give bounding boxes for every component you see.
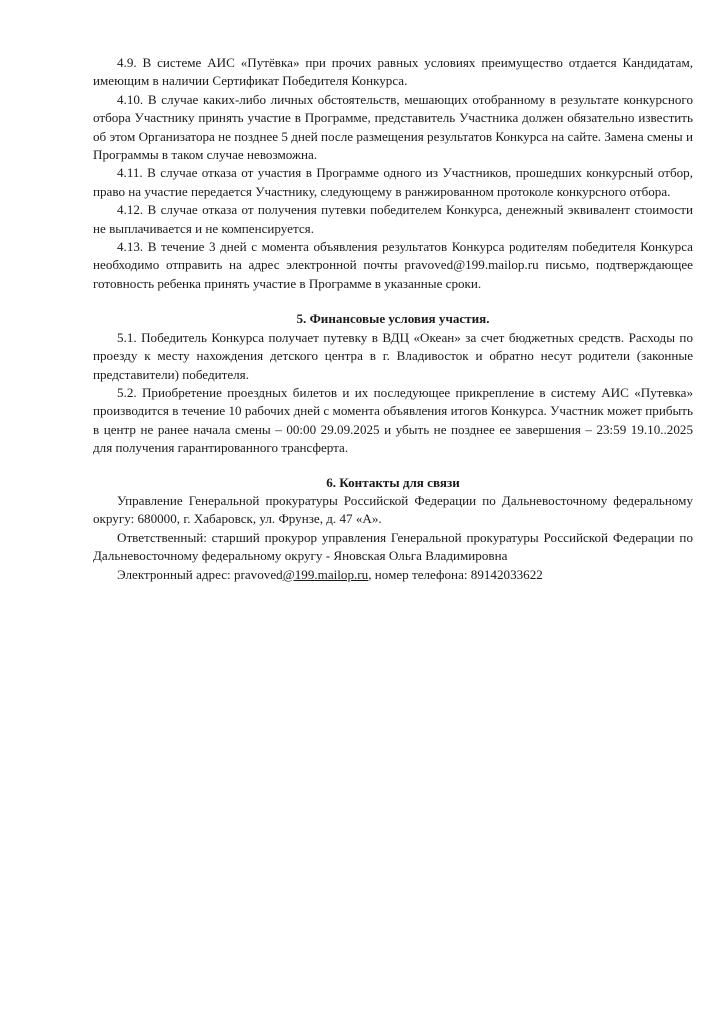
- section-5-heading: 5. Финансовые условия участия.: [296, 311, 490, 327]
- contact-email-link[interactable]: @199.mailop.ru: [282, 566, 369, 582]
- contact-email-line: [93, 566, 693, 584]
- contact-organization: Управление Генеральной прокуратуры Российской Федерации по Дальневосточному федеральному округу: 680000, г. Хабаровск, ул. Фрунзе, д. 47 «А».: [93, 492, 693, 527]
- section-6-heading: 6. Контакты для связи: [326, 474, 460, 490]
- paragraph-5-1: 5.1. Победитель Конкурса получает путевку в ВДЦ «Океан» за счет бюджетных средств. Расходы по проезду к месту нахождения детского центра в г. Владивосток и обратно несут родители (законные представители) победителя.: [93, 329, 693, 382]
- contact-responsible: Ответственный: старший прокурор управления Генеральной прокуратуры Российской Федерации по Дальневосточному федеральному округу - Яновская Ольга Владимировна: [93, 529, 693, 564]
- document-page: [93, 54, 693, 584]
- paragraph-4-13: 4.13. В течение 3 дней с момента объявления результатов Конкурса родителям победителя Конкурса необходимо отправить на адрес электронной почты pravoved@199.mailop.ru письмо, подтверждающее готовность ребенка принять участие в Программе в указанные сроки.: [93, 239, 693, 291]
- paragraph-4-12: 4.12. В случае отказа от получения путевки победителем Конкурса, денежный эквивалент стоимости не выплачивается и не компенсируется.: [93, 202, 693, 236]
- contact-email-prefix: Электронный адрес: pravoved: [117, 566, 283, 582]
- contact-phone: , номер телефона: 89142033622: [368, 566, 543, 582]
- paragraph-4-11: 4.11. В случае отказа от участия в Программе одного из Участников, прошедших конкурсный отбор, право на участие передается Участнику, следующему в ранжированном протоколе конкурсного отбора.: [93, 165, 693, 199]
- paragraph-4-10: 4.10. В случае каких-либо личных обстоятельств, мешающих отобранному в результате конкурсного отбора Участнику принять участие в Программе, представитель Участника должен обязательно известить об этом Организатора не позднее 5 дней после размещения результатов Конкурса на сайте. Замена смены и Программы в таком случае невозможна.: [93, 91, 693, 163]
- paragraph-4-9: 4.9. В системе АИС «Путёвка» при прочих равных условиях преимущество отдается Кандидатам, имеющим в наличии Сертификат Победителя Конкурса.: [93, 55, 693, 89]
- paragraph-5-2: 5.2. Приобретение проездных билетов и их последующее прикрепление в систему АИС «Путевка» производится в течение 10 рабочих дней с момента объявления итогов Конкурса. Участник может прибыть в центр не ранее начала смены – 00:00 29.09.2025 и убыть не позднее ее завершения – 23:59 19.10..2025 для получения гарантированного трансферта.: [93, 384, 693, 456]
